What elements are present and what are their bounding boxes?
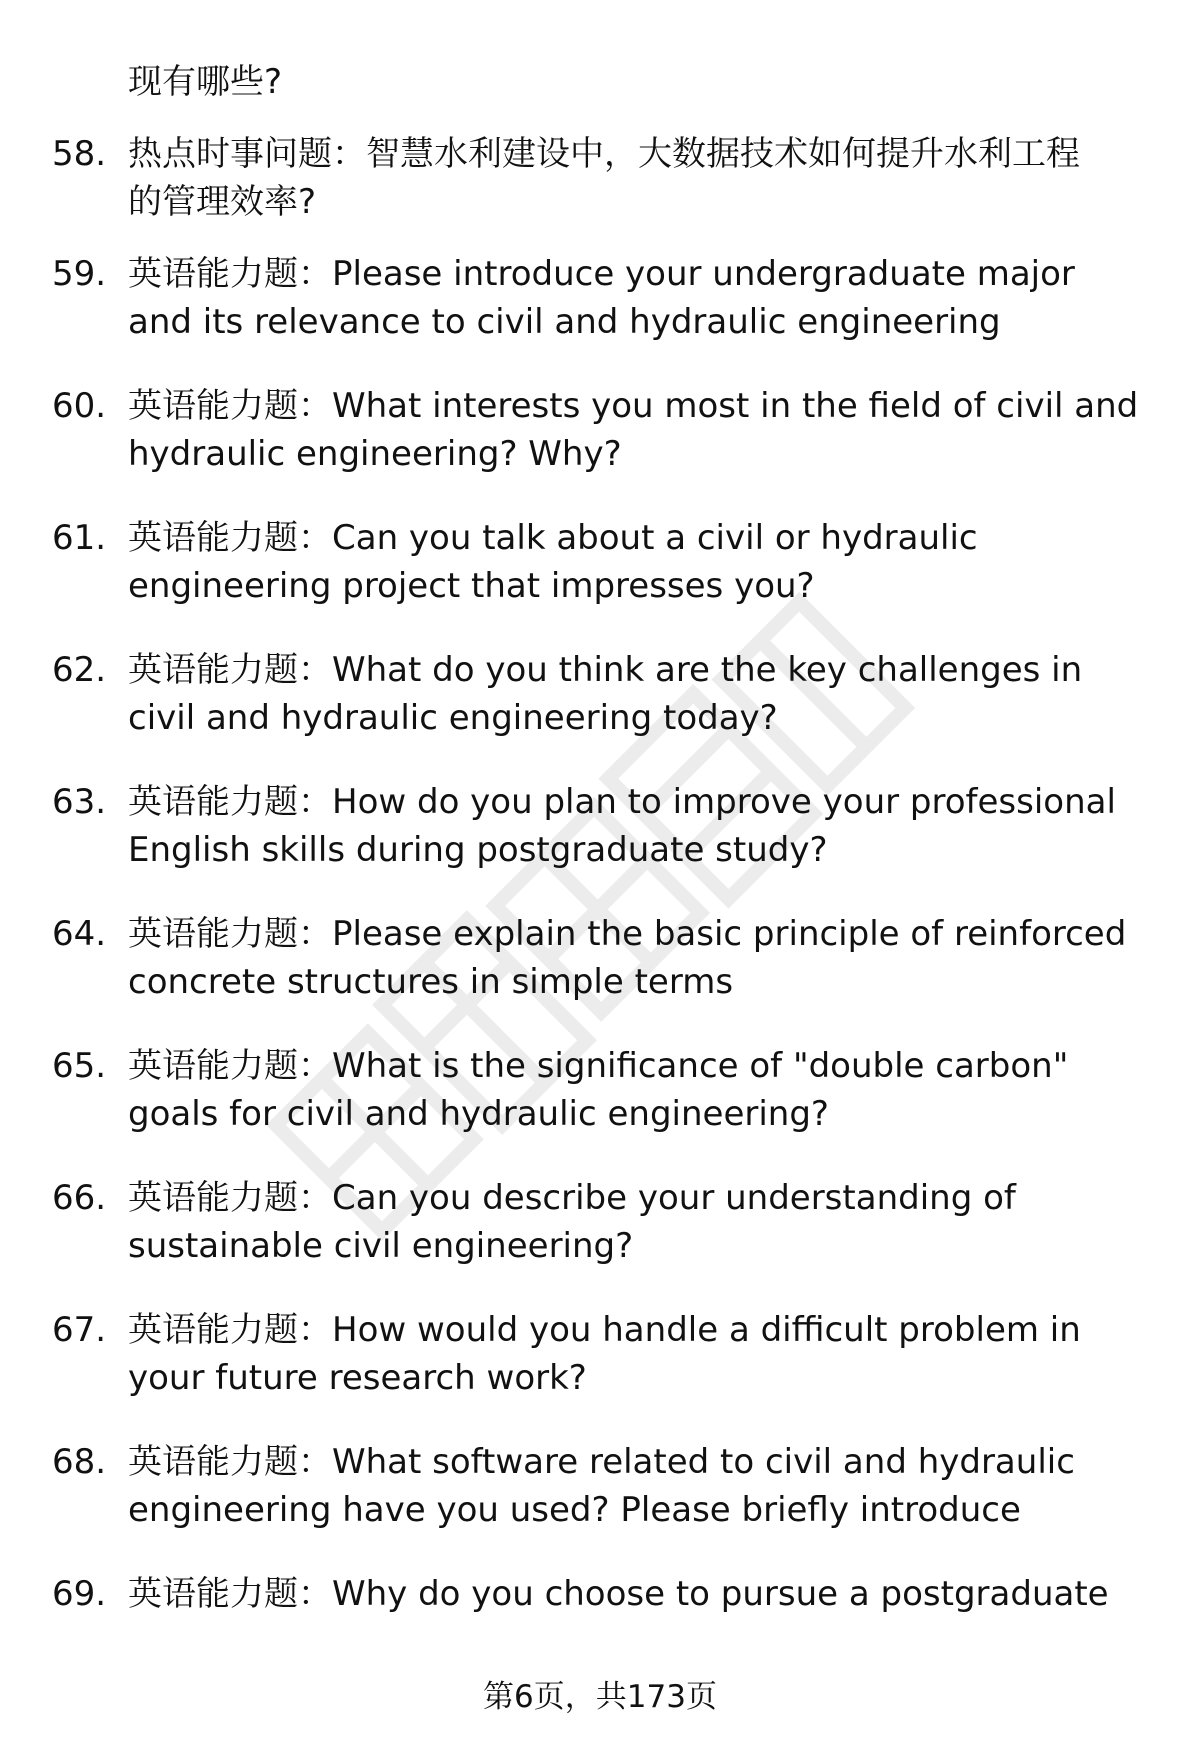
question-line: goals for civil and hydraulic engineering?: [128, 1094, 829, 1134]
question-line: 英语能力题：How would you handle a difficult problem in: [128, 1310, 1081, 1350]
question-line: engineering have you used? Please briefly introduce: [128, 1490, 1021, 1530]
question-line: 英语能力题：What do you think are the key challenges in: [128, 650, 1083, 690]
question-line: 英语能力题：What is the significance of "double carbon": [128, 1046, 1069, 1086]
question-number: 65.: [52, 1046, 107, 1086]
question-line: 英语能力题：Please introduce your undergraduate major: [128, 254, 1075, 294]
question-text: [128, 1042, 1173, 1138]
question-line: 英语能力题：Why do you choose to pursue a postgraduate: [128, 1574, 1109, 1614]
page-footer: 第6页，共173页: [483, 1679, 717, 1715]
question-number: 59.: [52, 254, 107, 294]
question-line: 热点时事问题：智慧水利建设中，大数据技术如何提升水利工程: [128, 134, 1080, 174]
question-number: 66.: [52, 1178, 107, 1218]
question-text: [128, 250, 1173, 346]
question-text: [128, 1306, 1173, 1402]
question-text: [128, 910, 1173, 1006]
question-number: 68.: [52, 1442, 107, 1482]
question-number: 62.: [52, 650, 107, 690]
question-line: 英语能力题：Please explain the basic principle of reinforced: [128, 914, 1127, 954]
question-number: 64.: [52, 914, 107, 954]
question-number: 58.: [52, 134, 107, 174]
question-line: concrete structures in simple terms: [128, 962, 734, 1002]
question-text: [128, 382, 1173, 478]
question-text: [128, 1174, 1173, 1270]
question-line: civil and hydraulic engineering today?: [128, 698, 778, 738]
question-number: 60.: [52, 386, 107, 426]
question-text: [128, 1570, 1173, 1618]
question-number: 69.: [52, 1574, 107, 1614]
continuation-text: 现有哪些?: [128, 62, 283, 102]
question-line: 英语能力题：Can you talk about a civil or hydraulic: [128, 518, 978, 558]
question-line: 英语能力题：Can you describe your understanding of: [128, 1178, 1016, 1218]
question-text: [128, 514, 1173, 610]
question-number: 61.: [52, 518, 107, 558]
question-line: 英语能力题：How do you plan to improve your professional: [128, 782, 1116, 822]
question-line: 英语能力题：What interests you most in the field of civil and: [128, 386, 1139, 426]
question-line: engineering project that impresses you?: [128, 566, 815, 606]
question-line: and its relevance to civil and hydraulic engineering: [128, 302, 1001, 342]
question-line: 英语能力题：What software related to civil and hydraulic: [128, 1442, 1075, 1482]
question-text: [128, 130, 1173, 226]
question-line: 的管理效率?: [128, 182, 317, 222]
question-text: [128, 1438, 1173, 1534]
question-line: English skills during postgraduate study?: [128, 830, 828, 870]
question-line: your future research work?: [128, 1358, 587, 1398]
question-number: 63.: [52, 782, 107, 822]
question-line: sustainable civil engineering?: [128, 1226, 634, 1266]
question-text: [128, 778, 1173, 874]
question-text: [128, 646, 1173, 742]
question-number: 67.: [52, 1310, 107, 1350]
question-line: hydraulic engineering? Why?: [128, 434, 622, 474]
